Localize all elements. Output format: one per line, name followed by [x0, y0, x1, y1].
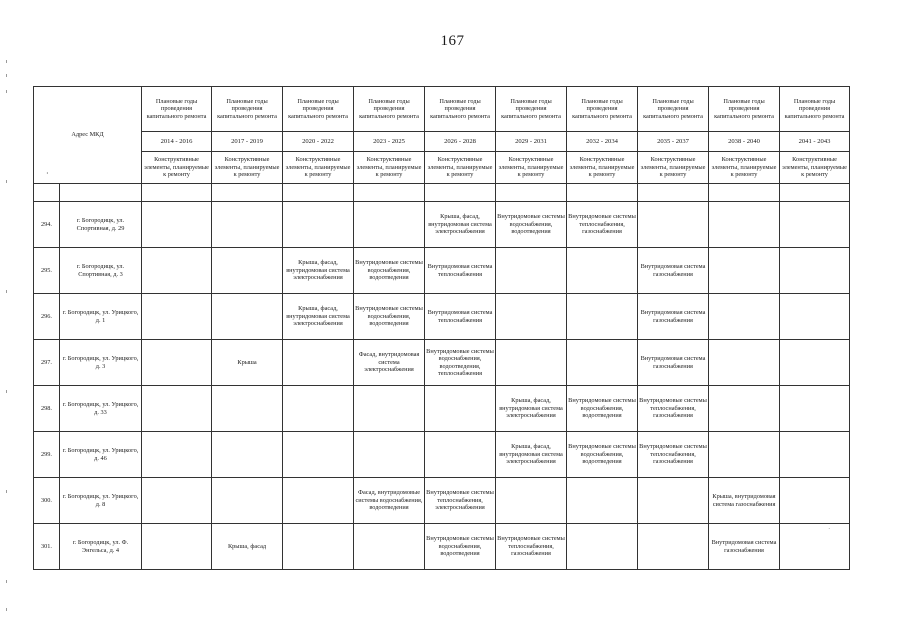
row-number: 299.: [34, 432, 60, 478]
building-address: г. Богородицк, ул. Урицкого, д. 33: [60, 386, 142, 432]
planned-works-cell: [212, 432, 283, 478]
planned-years-header: Плановые годы проведения капитального ремонта: [709, 87, 780, 132]
planned-works-cell: [354, 432, 425, 478]
row-number: 296.: [34, 294, 60, 340]
planned-works-cell: [425, 432, 496, 478]
planned-works-cell: [212, 202, 283, 248]
elements-header: Конструктивные элементы, планируемые к ремонту: [425, 152, 496, 184]
planned-works-cell: Внутридомовая система газоснабжения: [709, 524, 780, 570]
planned-works-cell: [142, 340, 212, 386]
planned-works-cell: Внутридомовые системы теплоснабжения, газоснабжения: [567, 202, 638, 248]
planned-works-cell: Крыша, внутридомовая система газоснабжения: [709, 478, 780, 524]
planned-works-cell: [283, 386, 354, 432]
elements-header: Конструктивные элементы, планируемые к ремонту: [212, 152, 283, 184]
period-header: 2014 - 2016: [142, 132, 212, 152]
planned-years-header: Плановые годы проведения капитального ремонта: [354, 87, 425, 132]
planned-works-cell: [780, 294, 850, 340]
period-header: 2020 - 2022: [283, 132, 354, 152]
planned-works-cell: [142, 294, 212, 340]
table-row: [34, 248, 850, 294]
page-number: 167: [440, 33, 465, 49]
planned-works-cell: [780, 248, 850, 294]
period-header: 2035 - 2037: [638, 132, 709, 152]
planned-works-cell: Внутридомовые системы водоснабжения, водоотведения: [354, 294, 425, 340]
period-header: 2017 - 2019: [212, 132, 283, 152]
planned-works-cell: [142, 478, 212, 524]
planned-works-cell: [283, 340, 354, 386]
period-header: 2041 - 2043: [780, 132, 850, 152]
table-row: [34, 294, 850, 340]
planned-works-cell: Внутридомовые системы теплоснабжения, газоснабжения: [638, 386, 709, 432]
planned-works-cell: [142, 386, 212, 432]
planned-works-cell: [283, 524, 354, 570]
planned-works-cell: [638, 524, 709, 570]
building-address: г. Богородицк, ул. Урицкого, д. 1: [60, 294, 142, 340]
planned-works-cell: [709, 432, 780, 478]
planned-works-cell: Внутридомовые системы водоснабжения, водоотведения: [354, 248, 425, 294]
elements-header-row: [34, 152, 850, 184]
row-number: 301.: [34, 524, 60, 570]
planned-works-cell: Внутридомовые системы водоснабжения, водоотведения: [567, 432, 638, 478]
spacer-cell: [283, 184, 354, 202]
spacer-cell: [496, 184, 567, 202]
planned-works-cell: [780, 478, 850, 524]
planned-works-cell: [567, 294, 638, 340]
planned-works-cell: [567, 478, 638, 524]
planned-works-cell: [142, 202, 212, 248]
building-address: г. Богородицк, ул. Урицкого, д. 8: [60, 478, 142, 524]
period-header: 2029 - 2031: [496, 132, 567, 152]
planned-years-header: Плановые годы проведения капитального ремонта: [425, 87, 496, 132]
row-number: 295.: [34, 248, 60, 294]
elements-header: Конструктивные элементы, планируемые к ремонту: [142, 152, 212, 184]
row-number: 297.: [34, 340, 60, 386]
period-header: 2023 - 2025: [354, 132, 425, 152]
spacer-cell: [142, 184, 212, 202]
building-address: г. Богородицк, ул. Урицкого, д. 3: [60, 340, 142, 386]
planned-works-cell: Внутридомовые системы теплоснабжения, газоснабжения: [638, 432, 709, 478]
elements-header: Конструктивные элементы, планируемые к ремонту: [567, 152, 638, 184]
table-row: [34, 432, 850, 478]
planned-works-cell: [496, 248, 567, 294]
building-address: г. Богородицк, ул. Урицкого, д. 46: [60, 432, 142, 478]
elements-header: Конструктивные элементы, планируемые к ремонту: [638, 152, 709, 184]
planned-works-cell: [709, 340, 780, 386]
table-row: [34, 386, 850, 432]
period-header: 2038 - 2040: [709, 132, 780, 152]
elements-header: Конструктивные элементы, планируемые к ремонту: [780, 152, 850, 184]
planned-works-cell: [709, 248, 780, 294]
planned-works-cell: [780, 524, 850, 570]
planned-works-cell: Фасад, внутридомовые системы водоснабжения, водоотведения: [354, 478, 425, 524]
planned-works-cell: Внутридомовые системы водоснабжения, водоотведения: [567, 386, 638, 432]
planned-works-cell: [496, 294, 567, 340]
planned-works-cell: Внутридомовые системы водоснабжения, водоотведения, теплоснабжения: [425, 340, 496, 386]
elements-header: Конструктивные элементы, планируемые к ремонту: [354, 152, 425, 184]
planned-works-cell: [780, 386, 850, 432]
planned-works-cell: [709, 386, 780, 432]
planned-works-cell: [780, 202, 850, 248]
planned-works-cell: [567, 248, 638, 294]
elements-header: Конструктивные элементы, планируемые к ремонту: [496, 152, 567, 184]
planned-works-cell: Крыша, фасад, внутридомовая система электроснабжения: [283, 294, 354, 340]
row-number: 298.: [34, 386, 60, 432]
spacer-cell: [212, 184, 283, 202]
spacer-cell: [780, 184, 850, 202]
planned-works-cell: [638, 478, 709, 524]
planned-works-cell: [709, 202, 780, 248]
binding-margin-marks: [4, 60, 14, 620]
planned-works-cell: Крыша, фасад, внутридомовая система электроснабжения: [496, 386, 567, 432]
elements-header: Конструктивные элементы, планируемые к ремонту: [283, 152, 354, 184]
planned-years-header: Плановые годы проведения капитального ремонта: [567, 87, 638, 132]
planned-works-cell: [212, 248, 283, 294]
planned-works-cell: [425, 386, 496, 432]
address-column-header: Адрес МКД: [34, 87, 142, 184]
planned-works-cell: Внутридомовые системы водоснабжения, водоотведения: [496, 202, 567, 248]
planned-works-cell: [496, 340, 567, 386]
table-row: [34, 340, 850, 386]
planned-years-header: Плановые годы проведения капитального ремонта: [638, 87, 709, 132]
row-number: 300.: [34, 478, 60, 524]
spacer-cell: [60, 184, 142, 202]
building-address: г. Богородицк, ул. Ф. Энгельса, д. 4: [60, 524, 142, 570]
planned-works-cell: Крыша, фасад, внутридомовая система электроснабжения: [283, 248, 354, 294]
row-number: 294.: [34, 202, 60, 248]
planned-years-header: Плановые годы проведения капитального ремонта: [283, 87, 354, 132]
planned-works-cell: [638, 202, 709, 248]
planned-works-cell: [142, 524, 212, 570]
planned-works-cell: [354, 524, 425, 570]
spacer-cell: [34, 184, 60, 202]
planned-works-cell: Внутридомовые системы теплоснабжения, электроснабжения: [425, 478, 496, 524]
table-row: [34, 524, 850, 570]
planned-works-cell: [142, 248, 212, 294]
planned-works-cell: [354, 202, 425, 248]
planned-works-cell: [142, 432, 212, 478]
planned-works-cell: Крыша, фасад, внутридомовая система электроснабжения: [425, 202, 496, 248]
planned-works-cell: Крыша, фасад: [212, 524, 283, 570]
planned-works-cell: Внутридомовая система газоснабжения: [638, 248, 709, 294]
spacer-cell: [354, 184, 425, 202]
planned-works-cell: Фасад, внутридомовая система электроснабжения: [354, 340, 425, 386]
planned-works-cell: Внутридомовая система теплоснабжения: [425, 248, 496, 294]
spacer-cell: [709, 184, 780, 202]
planned-works-cell: Внутридомовая система газоснабжения: [638, 340, 709, 386]
planned-years-header: Плановые годы проведения капитального ремонта: [142, 87, 212, 132]
spacer-cell: [638, 184, 709, 202]
planned-works-cell: [780, 432, 850, 478]
stray-mark: ˙: [828, 527, 831, 535]
planned-works-cell: Внутридомовая система газоснабжения: [638, 294, 709, 340]
planned-years-header: Плановые годы проведения капитального ремонта: [212, 87, 283, 132]
planned-works-cell: Крыша: [212, 340, 283, 386]
period-header: 2026 - 2028: [425, 132, 496, 152]
building-address: г. Богородицк, ул. Спортивная, д. 3: [60, 248, 142, 294]
planned-works-cell: [354, 386, 425, 432]
planned-works-cell: Внутридомовые системы теплоснабжения, газоснабжения: [496, 524, 567, 570]
elements-header: Конструктивные элементы, планируемые к ремонту: [709, 152, 780, 184]
table-row: [34, 202, 850, 248]
spacer-cell: [425, 184, 496, 202]
planned-works-cell: Внутридомовые системы водоснабжения, водоотведения: [425, 524, 496, 570]
planned-works-cell: [212, 386, 283, 432]
period-header-row: [34, 132, 850, 152]
planned-works-cell: [283, 202, 354, 248]
planned-works-cell: Крыша, фасад, внутридомовая система электроснабжения: [496, 432, 567, 478]
planned-years-header-row: [34, 87, 850, 132]
building-address: г. Богородицк, ул. Спортивная, д. 29: [60, 202, 142, 248]
planned-works-cell: [567, 340, 638, 386]
planned-years-header: Плановые годы проведения капитального ремонта: [496, 87, 567, 132]
planned-works-cell: [283, 478, 354, 524]
stray-dot: ·: [46, 169, 49, 178]
planned-works-cell: Внутридомовая система теплоснабжения: [425, 294, 496, 340]
planned-works-cell: [567, 524, 638, 570]
planned-works-cell: [283, 432, 354, 478]
spacer-row: [34, 184, 850, 202]
capital-repair-schedule-table: [33, 86, 850, 570]
planned-works-cell: [709, 294, 780, 340]
table-row: [34, 478, 850, 524]
spacer-cell: [567, 184, 638, 202]
planned-works-cell: [496, 478, 567, 524]
planned-works-cell: [212, 478, 283, 524]
planned-works-cell: [780, 340, 850, 386]
planned-years-header: Плановые годы проведения капитального ремонта: [780, 87, 850, 132]
planned-works-cell: [212, 294, 283, 340]
period-header: 2032 - 2034: [567, 132, 638, 152]
